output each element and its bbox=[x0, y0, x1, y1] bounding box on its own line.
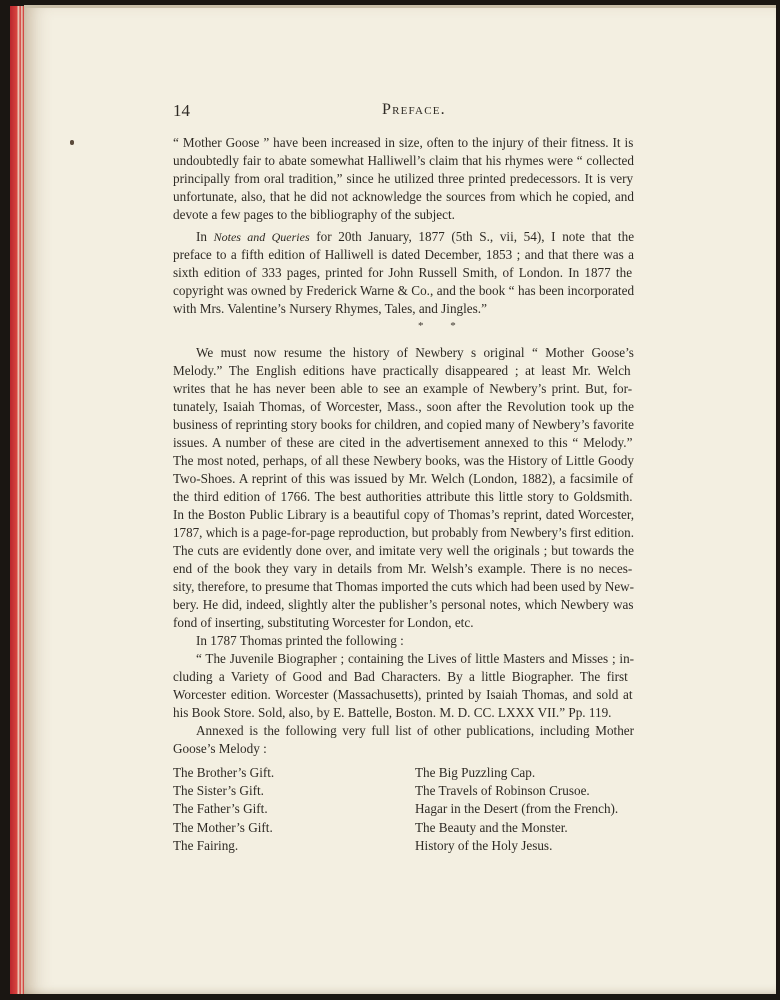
journal-title: Notes and Queries bbox=[213, 230, 310, 244]
paragraph-4 bbox=[173, 632, 634, 650]
text-line: undoubtedly fair to abate somewhat Halliwell’s claim that his rhymes were “ collected bbox=[173, 153, 634, 168]
text-line: Melody.” The English editions have practically disappeared ; at least Mr. Welch bbox=[173, 363, 631, 378]
text-line: We must now resume the history of Newbery s original “ Mother Goose’s bbox=[196, 345, 634, 360]
text-line: his Book Store. Sold, also, by E. Battelle, Boston. M. D. CC. LXXX VII.” Pp. 119. bbox=[173, 705, 612, 720]
text-line: business of reprinting story books for children, and copied many of Newbery’s favorite bbox=[173, 417, 634, 432]
paragraph-1 bbox=[173, 134, 634, 224]
running-title bbox=[382, 101, 446, 119]
text-line: The most noted, perhaps, of all these Newbery books, was the History of Little Goody bbox=[173, 453, 634, 468]
text-line: Two-Shoes. A reprint of this was issued by Mr. Welch (London, 1882), a facsimile of bbox=[173, 471, 634, 486]
text-line: devote a few pages to the bibliography of the subject. bbox=[173, 207, 455, 222]
text-line: principally from oral tradition,” since he utilized three printed predecessors. It is very bbox=[173, 171, 634, 186]
list-item: The Sister’s Gift. bbox=[173, 783, 264, 799]
running-title-text: Preface. bbox=[382, 101, 446, 118]
list-item: History of the Holy Jesus. bbox=[415, 837, 553, 853]
text-line: In the Boston Public Library is a beautiful copy of Thomas’s reprint, dated Worcester, bbox=[173, 507, 634, 522]
text-line: “ Mother Goose ” have been increased in size, often to the injury of their fitness. It is bbox=[173, 135, 634, 150]
list-item: The Beauty and the Monster. bbox=[415, 819, 568, 835]
text-line bbox=[173, 228, 634, 246]
text-run: In bbox=[196, 229, 214, 244]
text-line: sity, therefore, to presume that Thomas imported the cuts which had been used by New- bbox=[173, 579, 635, 594]
list-item: Hagar in the Desert (from the French). bbox=[415, 801, 619, 817]
list-item: The Travels of Robinson Crusoe. bbox=[415, 783, 590, 799]
paragraph-3 bbox=[173, 344, 634, 632]
text-line: with Mrs. Valentine’s Nursery Rhymes, Tales, and Jingles.” bbox=[173, 301, 487, 316]
list-item: The Father’s Gift. bbox=[173, 801, 268, 817]
text-line: copyright was owned by Frederick Warne & Co., and the book “ has been incorporated bbox=[173, 283, 635, 298]
paragraph-2 bbox=[173, 228, 634, 318]
paragraph-6 bbox=[173, 722, 634, 758]
text-line: 1787, which is a page-for-page reproduction, but probably from Newbery’s first edition. bbox=[173, 525, 634, 540]
text-line: writes that he has never been able to see an example of Newbery’s print. But, for- bbox=[173, 381, 633, 396]
margin-mark bbox=[70, 140, 74, 145]
text-line: issues. A number of these are cited in the advertisement annexed to this “ Melody.” bbox=[173, 435, 633, 450]
text-line: end of the book they vary in details from Mr. Welsh’s example. There is no neces- bbox=[173, 561, 633, 576]
quotation bbox=[173, 650, 634, 722]
text-line: sixth edition of 333 pages, printed for John Russell Smith, of London. In 1877 the bbox=[173, 265, 633, 280]
publication-list-left bbox=[173, 764, 274, 855]
list-item: The Brother’s Gift. bbox=[173, 765, 275, 780]
list-item: The Mother’s Gift. bbox=[173, 819, 273, 835]
text-line: Goose’s Melody : bbox=[173, 741, 267, 756]
text-line: tunately, Isaiah Thomas, of Worcester, Mass., soon after the Revolution took up the bbox=[173, 399, 634, 414]
section-separator: * * bbox=[418, 320, 456, 332]
text-line: preface to a fifth edition of Halliwell is dated December, 1853 ; and that there was a bbox=[173, 247, 634, 262]
text-line: cluding a Variety of Good and Bad Characters. By a little Biographer. The first bbox=[173, 669, 628, 684]
list-item: The Fairing. bbox=[173, 837, 239, 853]
page-number: 14 bbox=[173, 101, 190, 120]
text-line: “ The Juvenile Biographer ; containing the Lives of little Masters and Misses ; in- bbox=[196, 651, 635, 666]
text-line: Worcester edition. Worcester (Massachusetts), printed by Isaiah Thomas, and sold at bbox=[173, 687, 633, 702]
text-line: the third edition of 1766. The best authorities attribute this little story to Goldsmith. bbox=[173, 489, 633, 504]
text-line: unfortunate, also, that he did not acknowledge the sources from which he copied, and bbox=[173, 189, 634, 204]
text-line: The cuts are evidently done over, and imitate very well the originals ; but towards the bbox=[173, 543, 634, 558]
text-line: Annexed is the following very full list of other publications, including Mother bbox=[196, 723, 635, 738]
text-line: fond of inserting, substituting Worcester for London, etc. bbox=[173, 615, 474, 630]
text-line: In 1787 Thomas printed the following : bbox=[196, 633, 404, 648]
text-line: bery. He did, indeed, slightly alter the publisher’s personal notes, which Newbery was bbox=[173, 597, 634, 612]
text-run: for 20th January, 1877 (5th S., vii, 54), I note that the bbox=[309, 229, 635, 244]
publication-list-right bbox=[415, 764, 618, 855]
list-item: The Big Puzzling Cap. bbox=[415, 765, 536, 780]
